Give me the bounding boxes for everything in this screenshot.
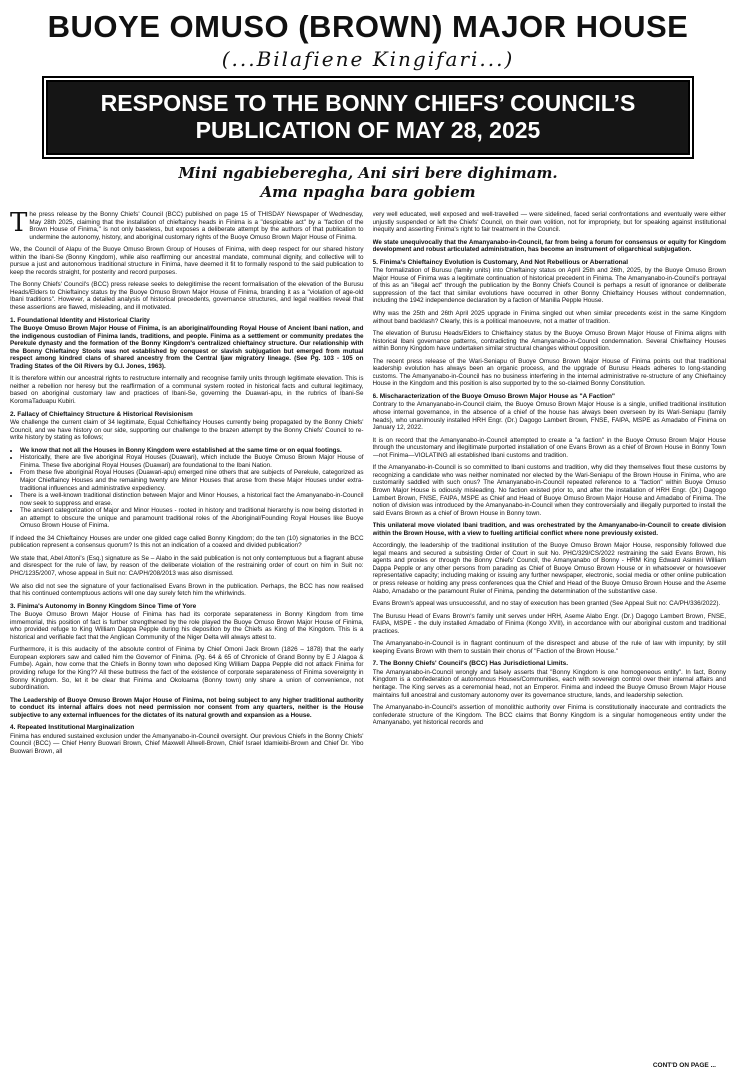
paragraph: Furthermore, it is this audacity of the absolute control of Finima by Chief Omoni Jack Brown (1826 – 1878) that the early European explorers saw and called him the Governor of Finima. (Pg. 64 & 65 of Chronicle of Grand Bonny by E J Alagoa & Fumbe). Again, how come that the Chiefs in Bonny town who deposed King William Dappa Pepple did not attack Finima for providing refuge for the King?? All these buttress the fact of the existence of corporate separateness of Finima sovereignty in Bonny Kingdom. So, let it be clear that Finima and Okoloama (Bonny town) only share a union of convenience, not subordination. xyxy=(10,646,364,692)
paragraph: The press release by the Bonny Chiefs' Council (BCC) published on page 15 of THISDAY Newspaper of Wednesday, May 28th 2025, claiming that the installation of chieftaincy heads in Finima is a "despicable act" by a "faction of the Brown House of Finima," is not only baseless, but exposes a deliberate attempt by the authors of that publication to undermine the autonomy, history, and aboriginal customary rights of the Buoye Omuso Brown Major House of Finima. xyxy=(10,211,364,241)
paragraph: We state unequivocally that the Amanyanabo-in-Council, far from being a forum for consensus or equity for Kingdom development and robust articulated administration, has become an instrument of oligarchical subjugation. xyxy=(372,238,726,254)
paragraph: The Bonny Chiefs' Council's (BCC) press release seeks to delegitimise the recent formalisation of the elevation of the Burusu Heads/Elders to Chieftaincy status by the Buoye Omuso Brown Major House of Finima, branding it as a "violation of age-old Ibani traditions". However, a detailed analysis of historical precedents, governance structures, and legal realities reveal that these assertions are flawed, misleading, and ill motivated. xyxy=(10,281,364,312)
article-body xyxy=(8,211,728,1077)
paragraph: Accordingly, the leadership of the traditional institution of the Buoye Omuso Brown Major House, responsibly followed due legal means and secured a subsisting Order of Court in suit No. PHC/329/CS/2022 restraining the said Evans Brown, his agents and proxies or through the Bonny Chiefs' Council, the Amanyanabo of Bonny - HRM King Edward Asimini William Dappa Pepple or any other persons from parading as Chief of Buoye Omuso Brown House or in whatsoever or howsoever representative capacity; including making or issuing any further newspaper, electronic, social media or other online publication or press release or holding any press conferences qua the Chief and Head of the Buoye Omuso Brown House and the Aseme Alabo, Amadabo or the paramount Ruler of Finima, pending the determination of the substantive case. xyxy=(372,542,726,595)
headline-banner xyxy=(46,80,690,155)
paragraph: The formalization of Burusu (family units) into Chieftaincy status on April 25th and 26th, 2025, by the Buoye Omuso Brown Major House of Finima was a legitimate continuation of historical precedent in Finima. The Amanyanabo-in-Council's portrayal of this as an "illegal act" through the publication by the Bonny Chiefs Council is perhaps a result of ignorance or deliberate suppression of the fact that similar evolutions have occurred in other Bonny Chieftaincy Houses without condemnation, including the 1942 independence declaration by a faction of Manilla Pepple House. xyxy=(372,267,726,305)
paragraph: This unilateral move violated Ibani tradition, and was orchestrated by the Amanyanabo-in-Council to create division within the Brown House, with a view to fuelling artificial conflict where none previously existed. xyxy=(372,522,726,537)
motto-line-1: Mini ngabieberegha, Ani siri bere dighimam. xyxy=(178,164,558,182)
paragraph: Why was the 25th and 26th April 2025 upgrade in Finima singled out when similar precedents exist in the same Kingdom without band backlash? Clearly, this is a political manoeuvre, not a matter of tradition. xyxy=(372,310,726,325)
motto-line-2: Ama npagha bara gobiem xyxy=(260,183,476,201)
house-subtitle: (...Bilafiene Kingifari...) xyxy=(221,47,515,71)
headline-line-1: RESPONSE TO THE BONNY CHIEFS’ COUNCIL’S xyxy=(100,90,636,116)
left-column xyxy=(10,211,364,1077)
section-heading: 3. Finima's Autonomy in Bonny Kingdom Since Time of Yore xyxy=(10,602,197,610)
paragraph: It is therefore within our ancestral rights to restructure internally and recognise family units through legitimate elevation. This is neither a rebellion nor heresy but the reaffirmation of a communal system rooted in historical facts and cultural legitimacy, based on aboriginal customary law and practices of Ibani-Se, governing the Duawari-apu, in the rubrics of Ibani-Se KoromaTaduapu Kubiri. xyxy=(10,375,364,406)
paragraph: Finima has endured sustained exclusion under the Amanyanabo-in-Council oversight. Our previous Chiefs in the Bonny Chiefs' Council (BCC) — Chief Henry Buowari Brown, Chief Maxwell Allwell-Brown, Chief Israel Idamieibi-Brown and Chief Dr. Yibo Buowari Brown, all xyxy=(10,732,364,755)
section-heading: 7. The Bonny Chiefs' Council's (BCC) Has Jurisdictional Limits. xyxy=(372,660,569,668)
house-title: BUOYE OMUSO (BROWN) MAJOR HOUSE xyxy=(47,9,689,44)
paragraph: The Amanyanabo-in-Council is in flagrant continuum of the disrespect and abuse of the rule of law with impunity; by still keeping Evans Brown with them to sustain their chorus of "Faction of the Brown House." xyxy=(372,640,726,655)
paragraph: If indeed the 34 Chieftaincy Houses are under one gilded cage called Bonny Kingdom; do the ten (10) signatories in the BCC publication represent a consensus quorum? Is this not an indication of a coaxed and divided publication? xyxy=(10,534,364,550)
paragraph: We state that, Abel Attoni's (Esq.) signature as Se – Alabo in the said publication is not only contemptuous but a flagrant abuse and disrespect for the rule of law, by reason of the deliberate violation of the restraining order of court on him in Suit no: PHC/1235/2007, whose appeal in Suit no: CA/PH/208/2013 was also dismissed. xyxy=(10,554,364,577)
right-column xyxy=(373,211,727,1077)
section-heading: 1. Foundational Identity and Historical Clarity xyxy=(10,316,150,324)
paragraph: We, the Council of Alapu of the Buoye Omuso Brown Group of Houses of Finima, with deep respect for our shared history within the Ibani-Se (Bonny Kingdom), while also reaffirming our ancestral mandate, communal dignity, and collective will to pursue a just and autonomous traditional structure in Finima, have deemed it fit to formally respond to the said publication to keep the records straight, for posterity and record purposes. xyxy=(10,246,364,276)
paragraph: We challenge the current claim of 34 legitimate, Equal Cchieftaincy Houses currently being propagated by the Bonny Chiefs' Council, and we have history on our side, supporting our challenge to the brazen attempt by the Bonny Chiefs' Council to re-write history by stating as follows; xyxy=(10,419,364,442)
paragraph: It is on record that the Amanyanabo-in-Council attempted to create a "a faction" in the Buoye Omuso Brown Major House through the uncustomary and illegitimate purported installation of one Evans Brown as a chief of Brown House in Bonny Town—not Finima—VIOLATING all established Ibani customs and tradition. xyxy=(372,436,726,459)
section-heading: 6. Mischaracterization of the Buoye Omuso Brown Major House as "A Faction" xyxy=(372,392,615,400)
paragraph: The Amanyanabo-in-Council wrongly and falsely asserts that "Bonny Kingdom is one homogeneous entity". In fact, Bonny Kingdom is a confederation of autonomous Houses/Communities, each with sovereign control over their internal affairs and heritage. The King serves as a ceremonial head, not an Emperor. Finima and indeed the Buoye Omuso Brown Major House maintains full ancestral and customary autonomy over its governance structure, lands, and leadership selection. xyxy=(372,668,726,699)
paragraph: The recent press release of the Wari-Seniapu of Buoye Omuso Brown Major House of Finima points out that traditional leadership evolution has always been an organic process, and the upgrade of Burusu Heads adheres to long-standing customs. The Amanyanabo-in-Council has no business interfering in the internal administrative re-structure of any Chieftaincy House in the Kingdom and this position is also supported by to the so-claimed Bonny Constitution. xyxy=(372,357,726,388)
paragraph: If the Amanyanabo-in-Council is so committed to Ibani customs and tradition, why did they themselves flout these customs by recognizing a candidate who was neither nominated nor elected by the Wari-Seniapu of the Brown House in Finima, who are customarily saddled with such onus? The Amanyanabo-in-Council repeated reference to a "faction" within Buoye Omuso Brown Major House is odiously misleading. No faction existed prior to, and after the installation of HRH Engr. (Dr.) Dagogo Lambert Brown, FNSE, FAIPA, MSPE as Chief and Head of Buoye Omuso Brown Major House and Amadabo of Finima. The notion of division was introduced by the Amanyanabo-in-Council when they controversially and illegally purported to install the said Evans Brown as a chief of Brown House in Bonny town. xyxy=(372,464,726,517)
paragraph: The Amanyanabo-in-Council's assertion of monolithic authority over Finima is constitutionally inaccurate and contradicts the confederate structure of the Kingdom. The BCC claims that Bonny Kingdom is a singular homogeneous entity under the Amanyanabo, yet historical records and xyxy=(372,704,726,727)
drop-cap: T xyxy=(10,211,28,238)
paragraph: The Buoye Omuso Brown Major House of Finima, is an aboriginal/founding Royal House of Ancient Ibani nation, and the indigenous custodian of Finima lands, traditions, and people. Finima as a settlement or community predates the Perekule dynasty and the formation of the Bonny Kingdom's centralized chieftaincy structure. Our relationship with the Bonny Chieftaincy Stools was not established by conquest or slavish subjugation but emerged from mutual respect among kindred clans of shared ancestry from the Central Ijaw migratory lineage. (See Pg. 103 - 105 on Trading States of the Oil Rivers by G.I. Jones, 1963). xyxy=(10,325,364,370)
headline-line-2: PUBLICATION OF MAY 28, 2025 xyxy=(195,117,541,143)
paragraph: very well educated, well exposed and well-travelled — were sidelined, faced serial confrontations and eventually were either unjustly suspended or left the Chiefs' Council, on their own volition, not for impropriety, but for speaking against institutional inequity and asserting Finima's right to fair treatment in the Council. xyxy=(372,211,726,234)
list-item: • The ancient categorization of Major and Minor Houses - rooted in history and traditional hierarchy is now being distorted in an attempt to obscure the unique and paramount traditional roles of the Aboriginal/Founding Royal Houses like Buoye Omuso Brown House of Finima. xyxy=(20,507,364,530)
paragraph: The Burusu Head of Evans Brown's family unit serves under HRH, Aseme Alabo Engr. (Dr.) Dagogo Lambert Brown, FNSE, FAIPA, MSPE - the duly installed Amadabo of Finima (Kongo XVII), in accordance with our aboriginal custom and traditional practices. xyxy=(372,612,726,635)
section-heading: 5. Finima's Chieftaincy Evolution is Customary, And Not Rebellious or Aberrational xyxy=(372,258,629,266)
paragraph: The Leadership of Buoye Omuso Brown Major House of Finima, not being subject to any higher traditional authority to conduct its internal affairs does not need permission nor consent from any quarters, neither is the House subjective to any external influences for the dictates of its natural growth and expansion as a House. xyxy=(10,696,364,719)
list-item: • From these five aboriginal Royal Houses (Duawari-apu) emerged nine others that are subjects of Perekule, categorized as Major Chieftaincy Houses and the remaining twenty are Minor Houses that arose from these Major Houses under extra-traditional influences and administrative expediency. xyxy=(20,469,364,492)
motto xyxy=(8,164,728,202)
section-heading: 2. Fallacy of Chieftaincy Structure & Historical Revisionism xyxy=(10,410,193,418)
list-item: • Historically, there are five aboriginal Royal Houses (Duawari), which include the Buoye Omuso Brown Major House of Finima. These five aboriginal Royal Houses (Duawari) are foundational to the Ibani Nation. xyxy=(20,454,364,469)
paragraph: Contrary to the Amanyanabo-in-Council claim, the Buoye Omuso Brown Major House is a single, unified traditional institution whose internal governance, in the absence of a chief of the house has always been overseen by its Wari-Seniapu (family heads), who unanimously installed HRH Engr. (Dr.) Dagogo Lambert Brown, FNSE, FAIPA, MSPE as Amadabo of Finima on January 12, 2022. xyxy=(372,401,726,432)
continued-note: CONT'D ON PAGE ... xyxy=(652,1062,716,1069)
bullet-list xyxy=(20,447,364,530)
list-item: • There is a well-known traditional distinction between Major and Minor Houses, a historical fact the Amanyanabo-in-Council now seek to suppress and erase. xyxy=(20,492,364,507)
paragraph: We also did not see the signature of your factionalised Evans Brown in the publication. Perhaps, the BCC has now realised that his continued contemptuous actions will one day surely fetch him the whirlwinds. xyxy=(10,582,364,598)
paragraph: Evans Brown's appeal was unsuccessful, and no stay of execution has been granted (See Appeal Suit no: CA/PH/336/2022). xyxy=(372,600,721,608)
section-heading: 4. Repeated Institutional Marginalization xyxy=(10,724,135,732)
paragraph: The Buoye Omuso Brown Major House of Finima has had its corporate separateness in Bonny Kingdom from time immemorial, this position of fact is further strengthened by the role played the Buoye Omuso Brown Major House of Finima, who provided refuge to King William Dappa Pepple during his deposition by the Chiefs as King of the Kingdom. This is a historical and verifiable fact that the Anglican Community of the Niger Delta will always attest to. xyxy=(10,611,364,641)
paragraph: The elevation of Burusu Heads/Elders to Chieftaincy status by the Buoye Omuso Brown Major House of Finima aligns with historical Ibani governance patterns, contradicting the Amanyanabo-in-Council condemnation. Several Chieftaincy Houses within Bonny Kingdom have undertaken similar structural changes without opposition. xyxy=(372,330,726,353)
list-item: • We know that not all the Houses in Bonny Kingdom were established at the same time or on equal footings. xyxy=(20,447,364,455)
